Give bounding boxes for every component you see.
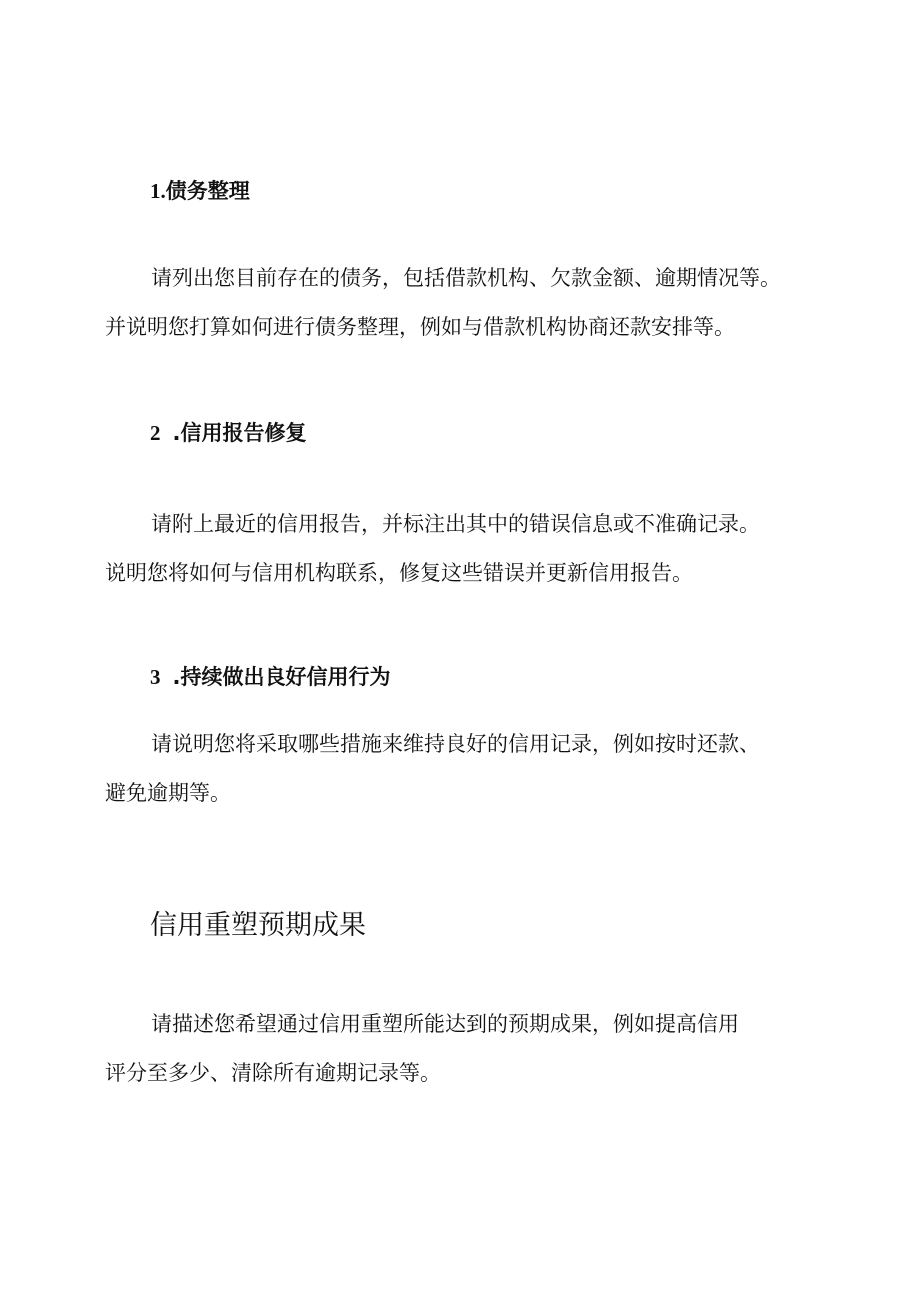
- item-2-paragraph-line-1: 请附上最近的信用报告，并标注出其中的错误信息或不准确记录。: [151, 512, 760, 536]
- item-3-paragraph-line-2: 避免逾期等。: [105, 781, 231, 805]
- item-2-paragraph: [105, 500, 840, 598]
- item-3-paragraph-line-1: 请说明您将采取哪些措施来维持良好的信用记录，例如按时还款、: [151, 732, 760, 756]
- item-1-paragraph-line-1: 请列出您目前存在的债务，包括借款机构、欠款金额、逾期情况等。: [151, 266, 781, 290]
- item-1-heading: [150, 176, 250, 206]
- item-2-number: 2: [150, 421, 161, 445]
- item-3-number: 3: [150, 665, 161, 689]
- item-1-title: 债务整理: [165, 179, 250, 203]
- item-2-title: .信用报告修复: [172, 421, 307, 445]
- item-3-title: .持续做出良好信用行为: [172, 665, 391, 689]
- item-3-heading: [150, 662, 390, 692]
- item-1-paragraph: [105, 254, 840, 352]
- item-1-number: 1.: [150, 179, 166, 203]
- section-title: 信用重塑预期成果: [150, 910, 366, 941]
- section-paragraph-line-2: 评分至多少、清除所有逾期记录等。: [105, 1061, 441, 1085]
- item-2-paragraph-line-2: 说明您将如何与信用机构联系，修复这些错误并更新信用报告。: [105, 561, 693, 585]
- item-1-paragraph-line-2: 并说明您打算如何进行债务整理，例如与借款机构协商还款安排等。: [105, 315, 735, 339]
- section-paragraph: [105, 1000, 840, 1098]
- section-paragraph-line-1: 请描述您希望通过信用重塑所能达到的预期成果，例如提高信用: [151, 1012, 739, 1036]
- item-3-paragraph: [105, 720, 840, 818]
- item-2-heading: [150, 418, 306, 448]
